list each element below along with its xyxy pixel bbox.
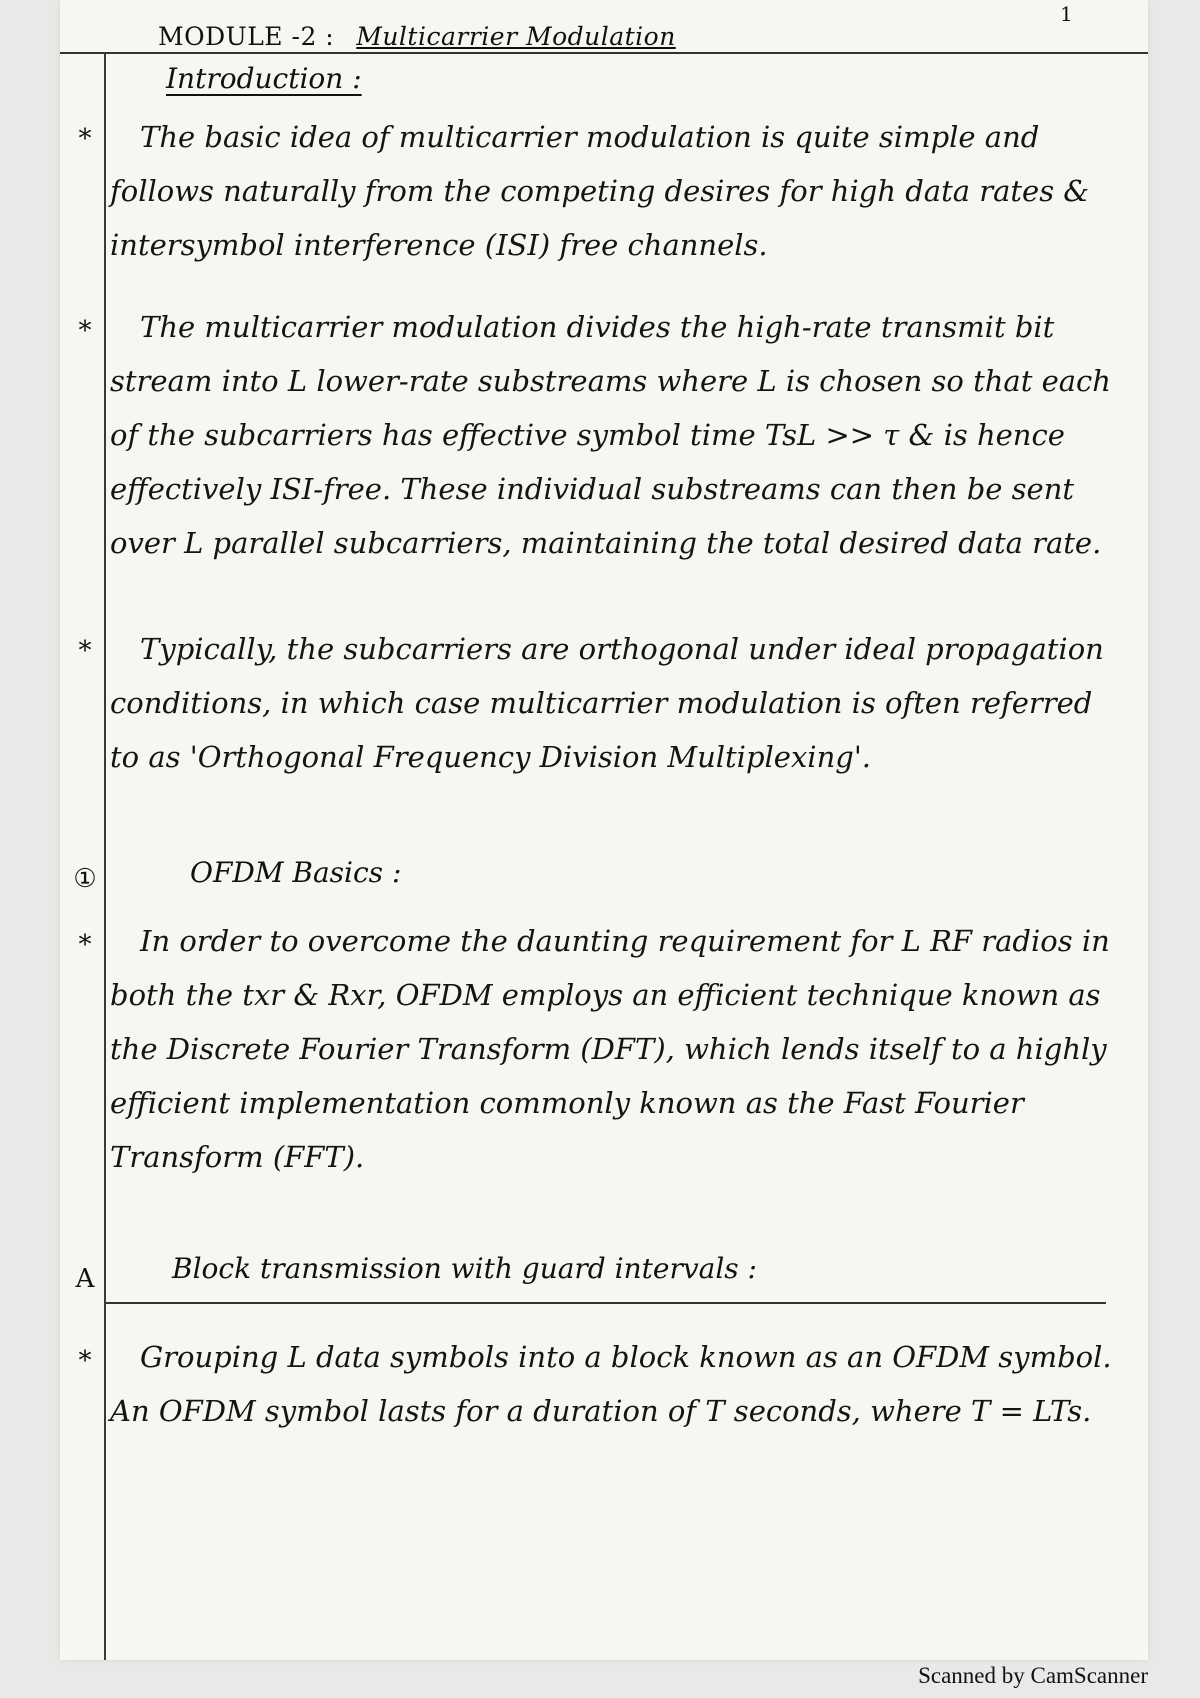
- scanner-watermark: Scanned by CamScanner: [918, 1663, 1148, 1688]
- block-transmission-paragraph: Grouping L data symbols into a block known as an OFDM symbol. An OFDM symbol lasts for a duration of T seconds, where T = LTs.: [110, 1340, 1112, 1428]
- ofdm-basics-paragraph: In order to overcome the daunting requirement for L RF radios in both the txr & Rxr, OFDM employs an efficient technique known as the Discrete Fourier Transform (DFT), which lends itself to a highly efficient implementation commonly known as the Fast Fourier Transform (FFT).: [110, 924, 1110, 1174]
- section-rule: [106, 1302, 1106, 1304]
- module-label: MODULE -2 :: [158, 22, 335, 51]
- top-rule: [60, 52, 1148, 54]
- margin-rule: [104, 52, 106, 1660]
- intro-paragraph-1: The basic idea of multicarrier modulation is quite simple and follows naturally from the competing desires for high data rates & intersymbol interference (ISI) free channels.: [110, 120, 1090, 262]
- module-title: [158, 22, 676, 51]
- intro-paragraph-3: Typically, the subcarriers are orthogonal under ideal propagation conditions, in which case multicarrier modulation is often referred to as 'Orthogonal Frequency Division Multiplexing'.: [110, 632, 1104, 774]
- section-letter-marker: A: [75, 1264, 95, 1294]
- bullet-marker: *: [78, 1346, 92, 1376]
- section-number-marker: ①: [73, 864, 97, 894]
- ofdm-basics-heading: OFDM Basics :: [190, 856, 402, 889]
- module-subject: Multicarrier Modulation: [356, 22, 676, 51]
- block-transmission-heading: Block transmission with guard intervals :: [172, 1252, 757, 1285]
- intro-paragraph-2: The multicarrier modulation divides the high-rate transmit bit stream into L lower-rate substreams where L is chosen so that each of the subcarriers has effective symbol time TsL >> τ & is hence effectively ISI-free. These individual substreams can then be sent over L parallel subcarriers, maintaining the total desired data rate.: [110, 310, 1111, 560]
- bullet-marker: *: [78, 316, 92, 346]
- introduction-heading: Introduction :: [166, 62, 362, 95]
- page-number: 1: [1060, 2, 1073, 26]
- bullet-marker: *: [78, 636, 92, 666]
- notebook-page: [60, 0, 1148, 1660]
- bullet-marker: *: [78, 930, 92, 960]
- bullet-marker: *: [78, 124, 92, 154]
